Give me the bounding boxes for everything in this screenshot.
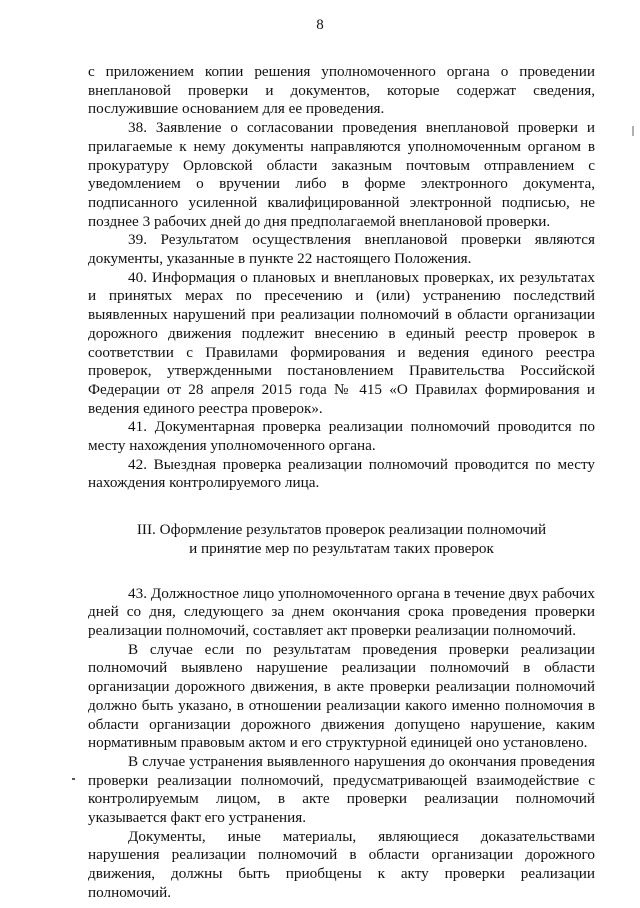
paragraph-38: 38. Заявление о согласовании проведения внеплановой проверки и прилагаемые к нему документы направляются уполномоченным органом в прокуратуру Орловской области заказным почтовым отправлением с уведомлением о вручении либо в форме электронного документа, подписанного усиленной квалифицированной электронной подписью, не позднее 3 рабочих дней до дня предполагаемой внеплановой проверки. (88, 119, 595, 230)
paragraph-continuation: с приложением копии решения уполномоченного органа о проведении внеплановой проверки и документов, которые содержат сведения, послужившие основанием для ее проведения. (88, 63, 595, 118)
paragraph-43-evidence: Документы, иные материалы, являющиеся доказательствами нарушения реализации полномочий в области организации дорожного движения, должны быть приобщены к акту проверки реализации полномочий. (88, 827, 595, 901)
paragraph-43-violation: В случае если по результатам проведения проверки реализации полномочий выявлено нарушение реализации полномочий в области организации дорожного движения, в акте проверки реализации полномочий должно быть указано, в отношении реализации какого именно полномочия в области организации дорожного движения допущено нарушение, каким нормативным правовым актом и его структурной единицей оно установлено. (88, 640, 595, 752)
paragraph-41: 41. Документарная проверка реализации полномочий проводится по месту нахождения уполномоченного органа. (88, 418, 595, 455)
scan-artifact-dot (72, 778, 75, 780)
paragraph-42: 42. Выездная проверка реализации полномочий проводится по месту нахождения контролируемого лица. (88, 455, 595, 492)
section-heading-line-1: III. Оформление результатов проверок реализации полномочий (136, 521, 547, 539)
paragraph-39: 39. Результатом осуществления внеплановой проверки являются документы, указанные в пункте 22 настоящего Положения. (88, 231, 595, 268)
paragraph-43: 43. Должностное лицо уполномоченного органа в течение двух рабочих дней со дня, следующего за днем окончания срока проведения проверки реализации полномочий, составляет акт проверки реализации полномочий. (88, 584, 595, 639)
paragraph-40: 40. Информация о плановых и внеплановых проверках, их результатах и принятых мерах по пресечению и (или) устранению последствий выявленных нарушений при реализации полномочий в области организации дорожного движения подлежит внесению в единый реестр проверок в соответствии с Правилами формирования и ведения единого реестра проверок, утвержденными постановлением Правительства Российской Федерации от 28 апреля 2015 года № 415 «О Правилах формирования и ведения единого реестра проверок». (88, 268, 595, 417)
scan-artifact-mark (632, 126, 634, 136)
document-body (88, 63, 595, 903)
paragraph-43-remedy: В случае устранения выявленного нарушения до окончания проведения проверки реализации полномочий, предусматривающей взаимодействие с контролируемым лицом, в акте проверки реализации полномочий указывается факт его устранения. (88, 752, 595, 827)
page-number: 8 (316, 17, 324, 33)
section-heading (88, 521, 595, 558)
section-heading-line-2: и принятие мер по результатам таких проверок (189, 539, 494, 557)
